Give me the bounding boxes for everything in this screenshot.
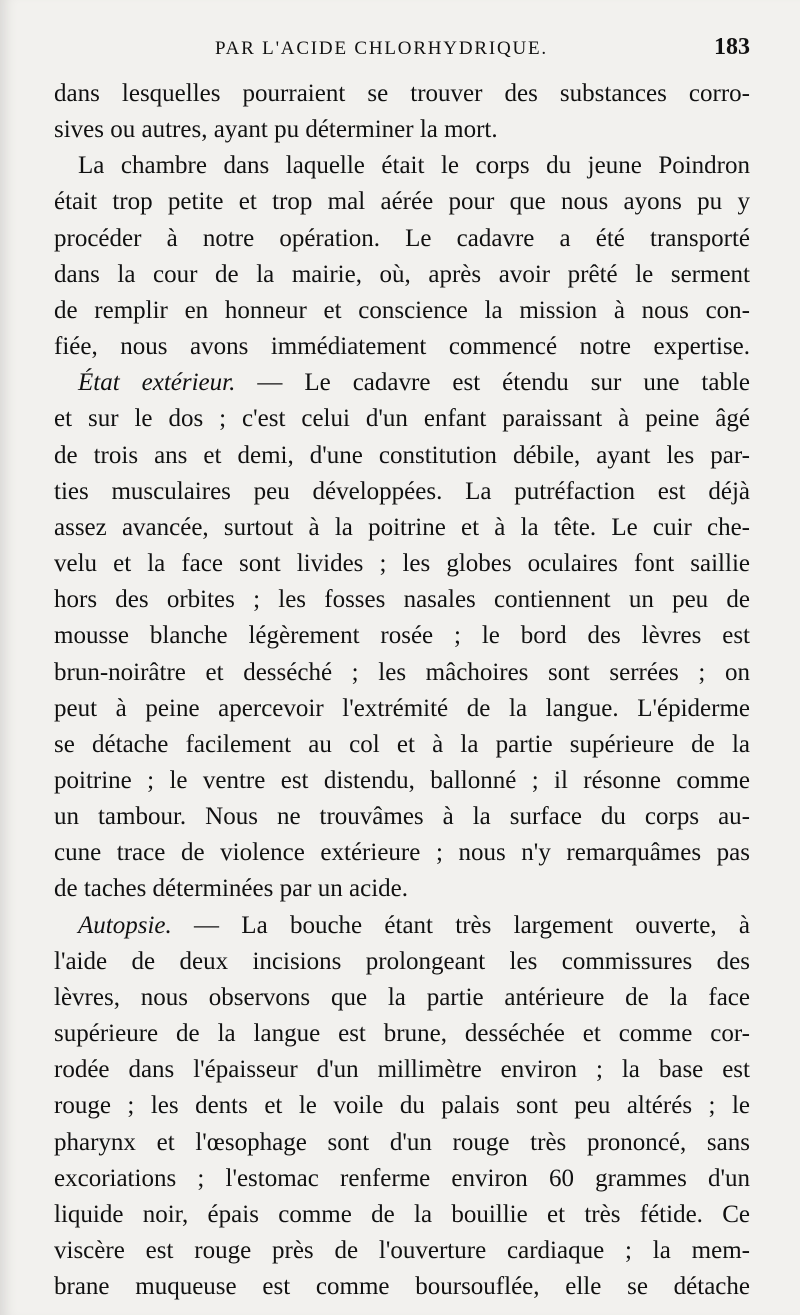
text-line: La chambre dans laquelle était le corps du jeune Poindron [78, 152, 750, 180]
text-line: dans la cour de la mairie, où, après avoir prêté le serment [54, 260, 750, 288]
text-line: rodée dans l'épaisseur d'un millimètre environ ; la base est [54, 1056, 750, 1084]
text-line: brane muqueuse est comme boursouflée, elle se détache [54, 1273, 750, 1301]
text-line: pharynx et l'œsophage sont d'un rouge très prononcé, sans [54, 1128, 750, 1156]
text-line: brun-noirâtre et desséché ; les mâchoires sont serrées ; on [54, 658, 750, 686]
text-line: un tambour. Nous ne trouvâmes à la surface du corps au- [54, 803, 750, 831]
text-line: liquide noir, épais comme de la bouillie et très fétide. Ce [54, 1200, 750, 1228]
text-line: lèvres, nous observons que la partie antérieure de la face [54, 983, 750, 1011]
text-line: viscère est rouge près de l'ouverture cardiaque ; la mem- [54, 1237, 750, 1264]
text-line: de trois ans et demi, d'une constitution débile, ayant les par- [54, 441, 750, 469]
text-line: fiée, nous avons immédiatement commencé notre expertise. [54, 333, 750, 361]
section-text: — La bouche étant très largement ouverte, à [171, 911, 750, 939]
text-line: était trop petite et trop mal aérée pour que nous ayons pu y [54, 188, 750, 216]
text-line: supérieure de la langue est brune, desséchée et comme cor- [54, 1020, 750, 1048]
text-line: de taches déterminées par un acide. [54, 875, 408, 903]
text-line: excoriations ; l'estomac renferme environ 60 grammes d'un [54, 1164, 750, 1192]
text-line: cune trace de violence extérieure ; nous n'y remarquâmes pas [54, 839, 750, 867]
text-line: rouge ; les dents et le voile du palais sont peu altérés ; le [54, 1092, 750, 1120]
text-line: l'aide de deux incisions prolongeant les commissures des [54, 947, 750, 975]
etat-exterieur-line [54, 365, 750, 401]
text-line: procéder à notre opération. Le cadavre a été transporté [54, 224, 750, 252]
text-line: se détache facilement au col et à la partie supérieure de la [54, 730, 750, 758]
text-line: dans lesquelles pourraient se trouver des substances corro- [54, 80, 750, 107]
text-line: ties musculaires peu développées. La putréfaction est déjà [54, 477, 750, 505]
page-number: 183 [714, 34, 750, 60]
autopsie-line [54, 908, 750, 944]
text-line: de remplir en honneur et conscience la mission à nous con- [54, 296, 750, 324]
text-line: et sur le dos ; c'est celui d'un enfant paraissant à peine âgé [54, 405, 750, 433]
text-line: mousse blanche légèrement rosée ; le bord des lèvres est [54, 622, 750, 650]
section-heading-autopsie: Autopsie. [78, 911, 172, 939]
text-line: poitrine ; le ventre est distendu, ballonné ; il résonne comme [54, 766, 750, 794]
section-text: — Le cadavre est étendu sur une table [235, 369, 750, 397]
text-line: hors des orbites ; les fosses nasales contiennent un peu de [54, 586, 750, 614]
page-header [215, 34, 750, 61]
running-title: PAR L'ACIDE CHLORHYDRIQUE. [215, 38, 548, 59]
text-line: velu et la face sont livides ; les globes oculaires font saillie [54, 550, 750, 578]
text-line: sives ou autres, ayant pu déterminer la mort. [54, 116, 498, 144]
text-line: assez avancée, surtout à la poitrine et à la tête. Le cuir che- [54, 513, 750, 541]
section-heading-etat: État extérieur. [78, 369, 236, 397]
text-line: peut à peine apercevoir l'extrémité de la langue. L'épiderme [54, 694, 750, 722]
body-text [54, 76, 750, 1305]
